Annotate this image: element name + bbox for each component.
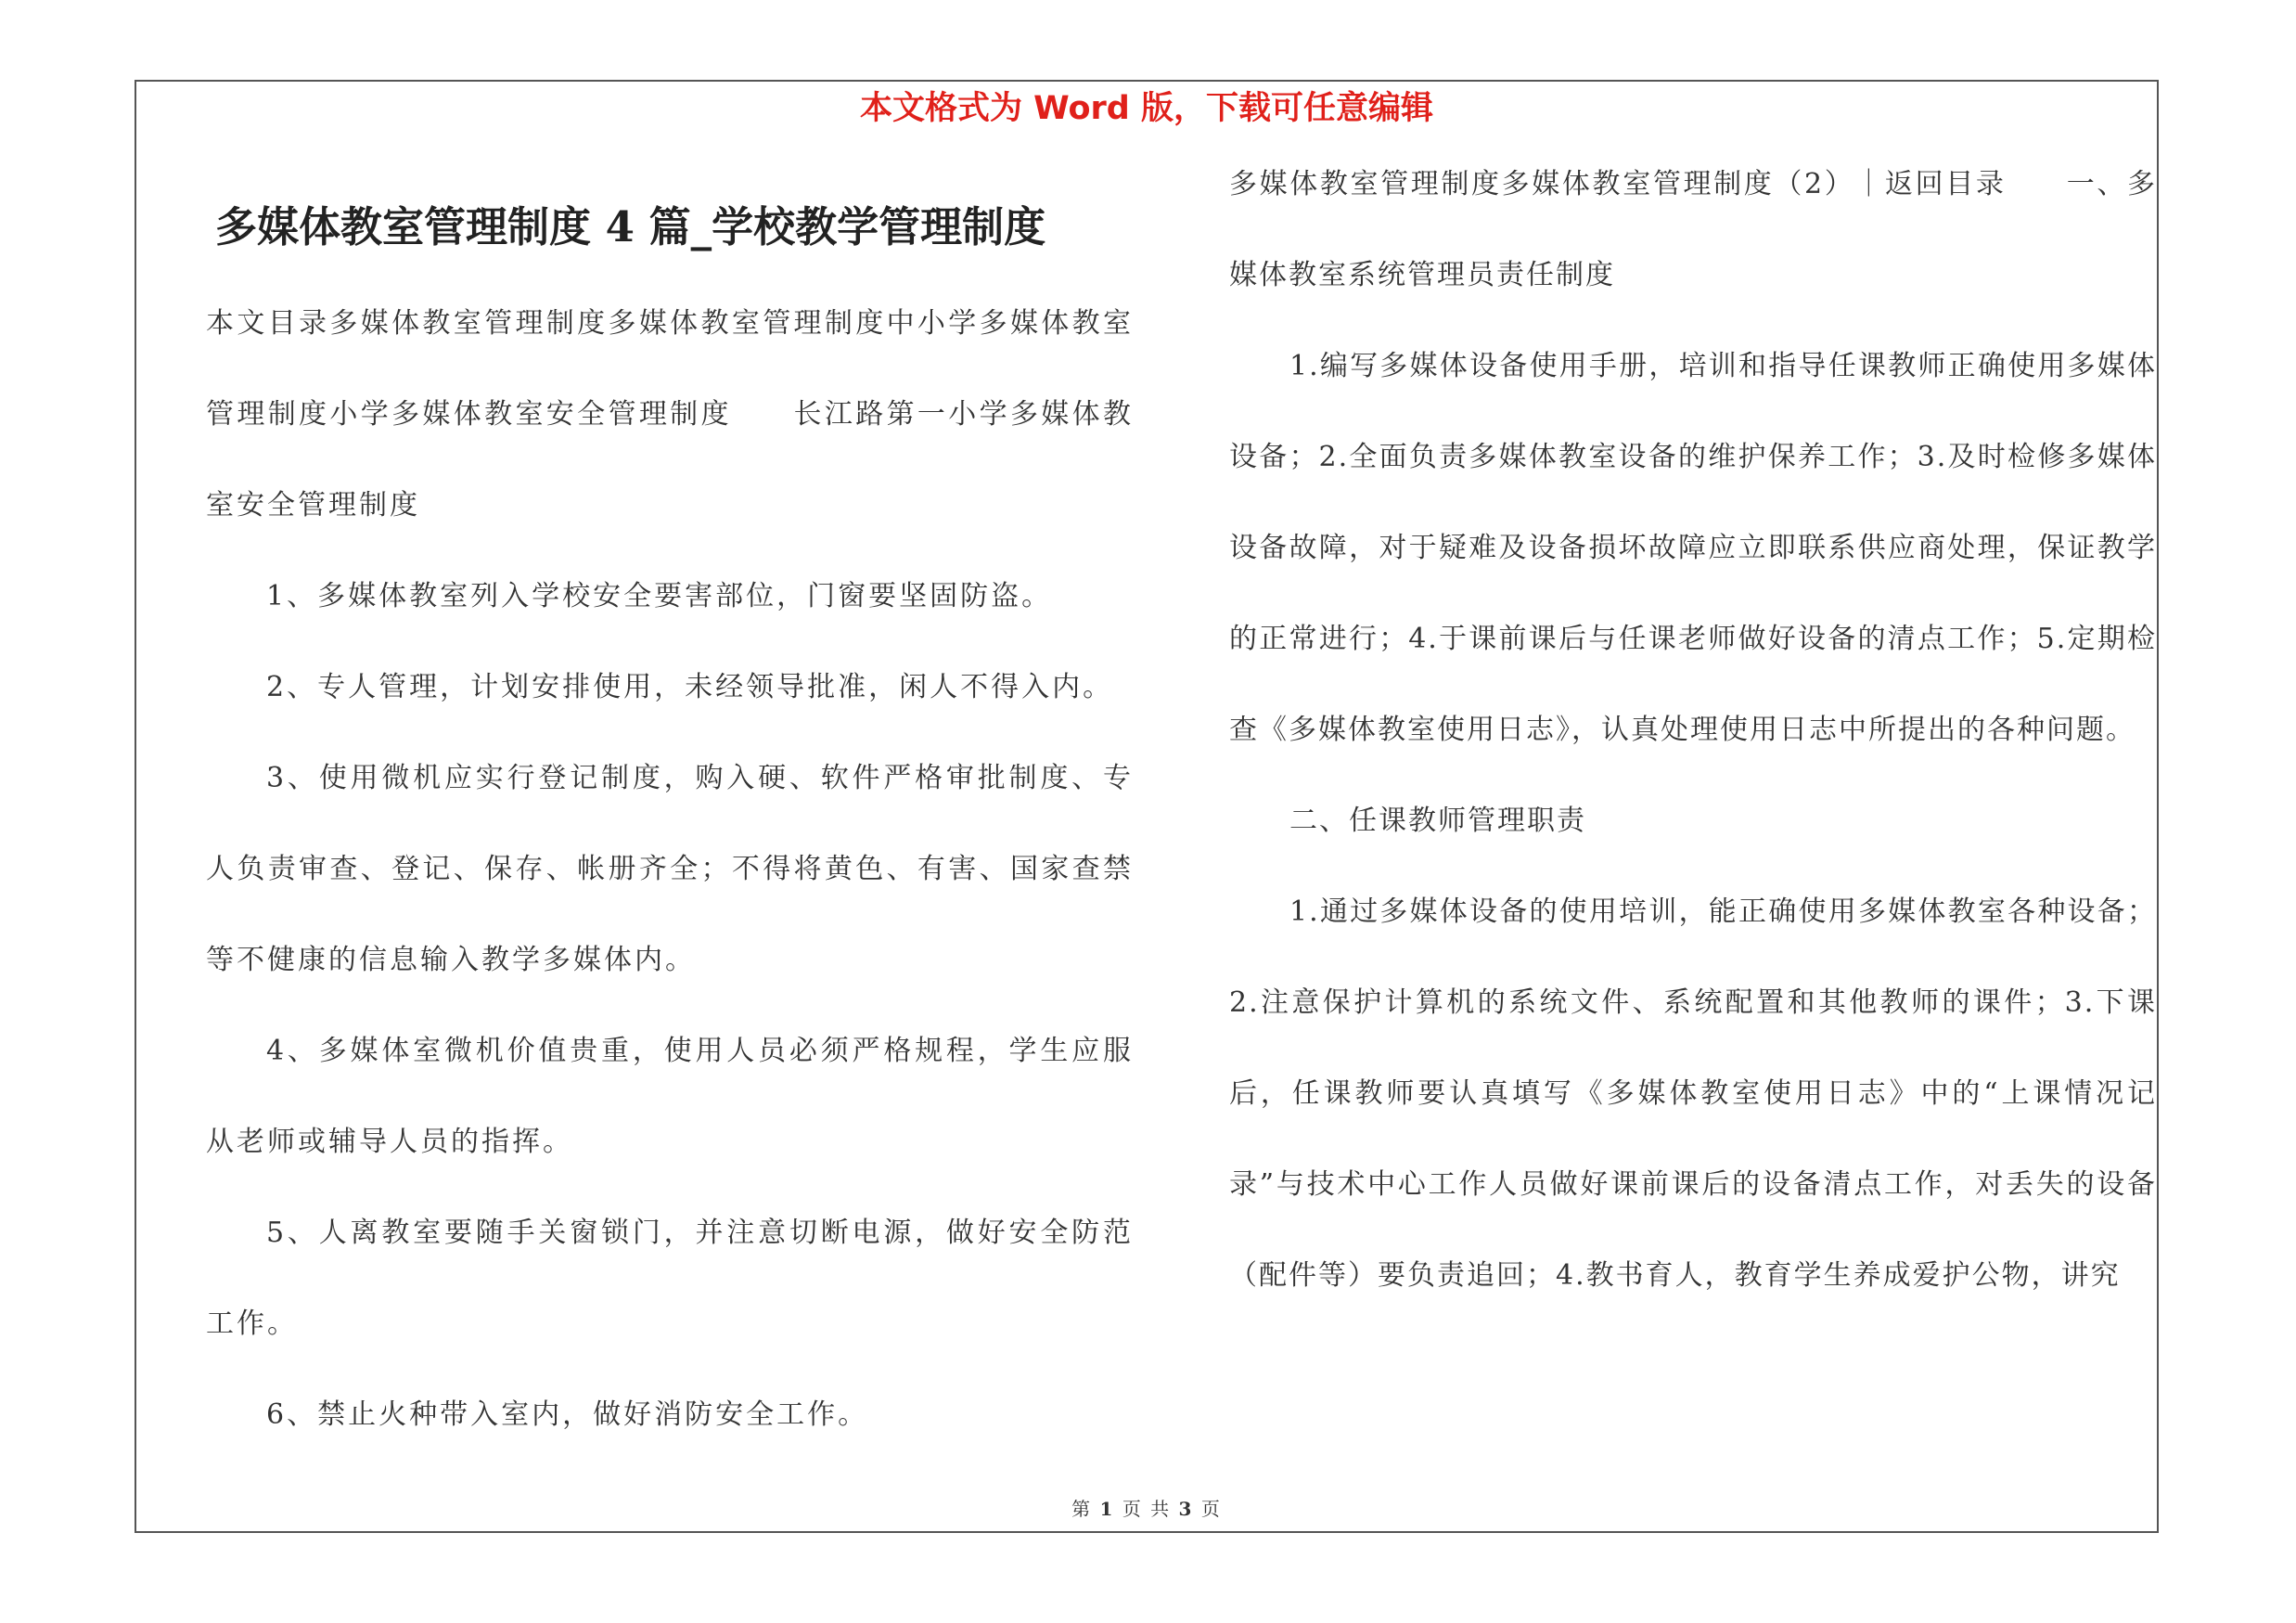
page-footer xyxy=(135,1494,2159,1521)
document-title: 多媒体教室管理制度 4 篇_学校教学管理制度 xyxy=(215,202,1046,251)
rule-item-4: 4、多媒体室微机价值贵重，使用人员必须严格规程，学生应服从老师或辅导人员的指挥。 xyxy=(206,1035,1134,1158)
right-column xyxy=(1229,168,2157,1321)
rule-item-1: 1、多媒体教室列入学校安全要害部位，门窗要坚固防盗。 xyxy=(266,580,1053,612)
footer-total-pages: 3 xyxy=(1178,1498,1194,1520)
format-banner: 本文格式为 Word 版，下载可任意编辑 xyxy=(859,90,1434,127)
rule-item-5: 5、人离教室要随手关窗锁门，并注意切断电源，做好安全防范工作。 xyxy=(206,1217,1134,1340)
section-heading-teacher-duties: 二、任课教师管理职责 xyxy=(1289,805,1586,837)
footer-prefix: 第 xyxy=(1071,1498,1093,1520)
rule-item-3: 3、使用微机应实行登记制度，购入硬、软件严格审批制度、专人负责审查、登记、保存、帐册齐全；不得将黄色、有害、国家查禁等不健康的信息输入教学多媒体内。 xyxy=(206,762,1134,976)
rule-item-2: 2、专人管理，计划安排使用，未经领导批准，闲人不得入内。 xyxy=(266,671,1114,703)
rule-item-6: 6、禁止火种带入室内，做好消防安全工作。 xyxy=(266,1398,869,1431)
left-column xyxy=(206,176,1134,1461)
footer-middle: 页 共 xyxy=(1122,1498,1172,1520)
admin-duties-text: 1.编写多媒体设备使用手册，培训和指导任课教师正确使用多媒体设备；2.全面负责多媒体教室设备的维护保养工作；3.及时检修多媒体设备故障，对于疑难及设备损坏故障应立即联系供应商处理，保证教学的正常进行；4.于课前课后与任课老师做好设备的清点工作；5.定期检查《多媒体教室使用日志》，认真处理使用日志中所提出的各种问题。 xyxy=(1229,350,2157,746)
footer-suffix: 页 xyxy=(1200,1498,1222,1520)
section-heading-admin-duties: 多媒体教室管理制度多媒体教室管理制度（2）｜返回目录 一、多媒体教室系统管理员责任制度 xyxy=(1229,168,2157,291)
footer-page-number: 1 xyxy=(1099,1498,1115,1520)
teacher-duties-text: 1.通过多媒体设备的使用培训，能正确使用多媒体教室各种设备；2.注意保护计算机的系统文件、系统配置和其他教师的课件；3.下课后，任课教师要认真填写《多媒体教室使用日志》中的“上课情况记录”与技术中心工作人员做好课前课后的设备清点工作，对丢失的设备（配件等）要负责追回；4.教书育人，教育学生养成爱护公物，讲究 xyxy=(1229,895,2157,1292)
table-of-contents-intro: 本文目录多媒体教室管理制度多媒体教室管理制度中小学多媒体教室管理制度小学多媒体教室安全管理制度 长江路第一小学多媒体教室安全管理制度 xyxy=(206,307,1134,522)
